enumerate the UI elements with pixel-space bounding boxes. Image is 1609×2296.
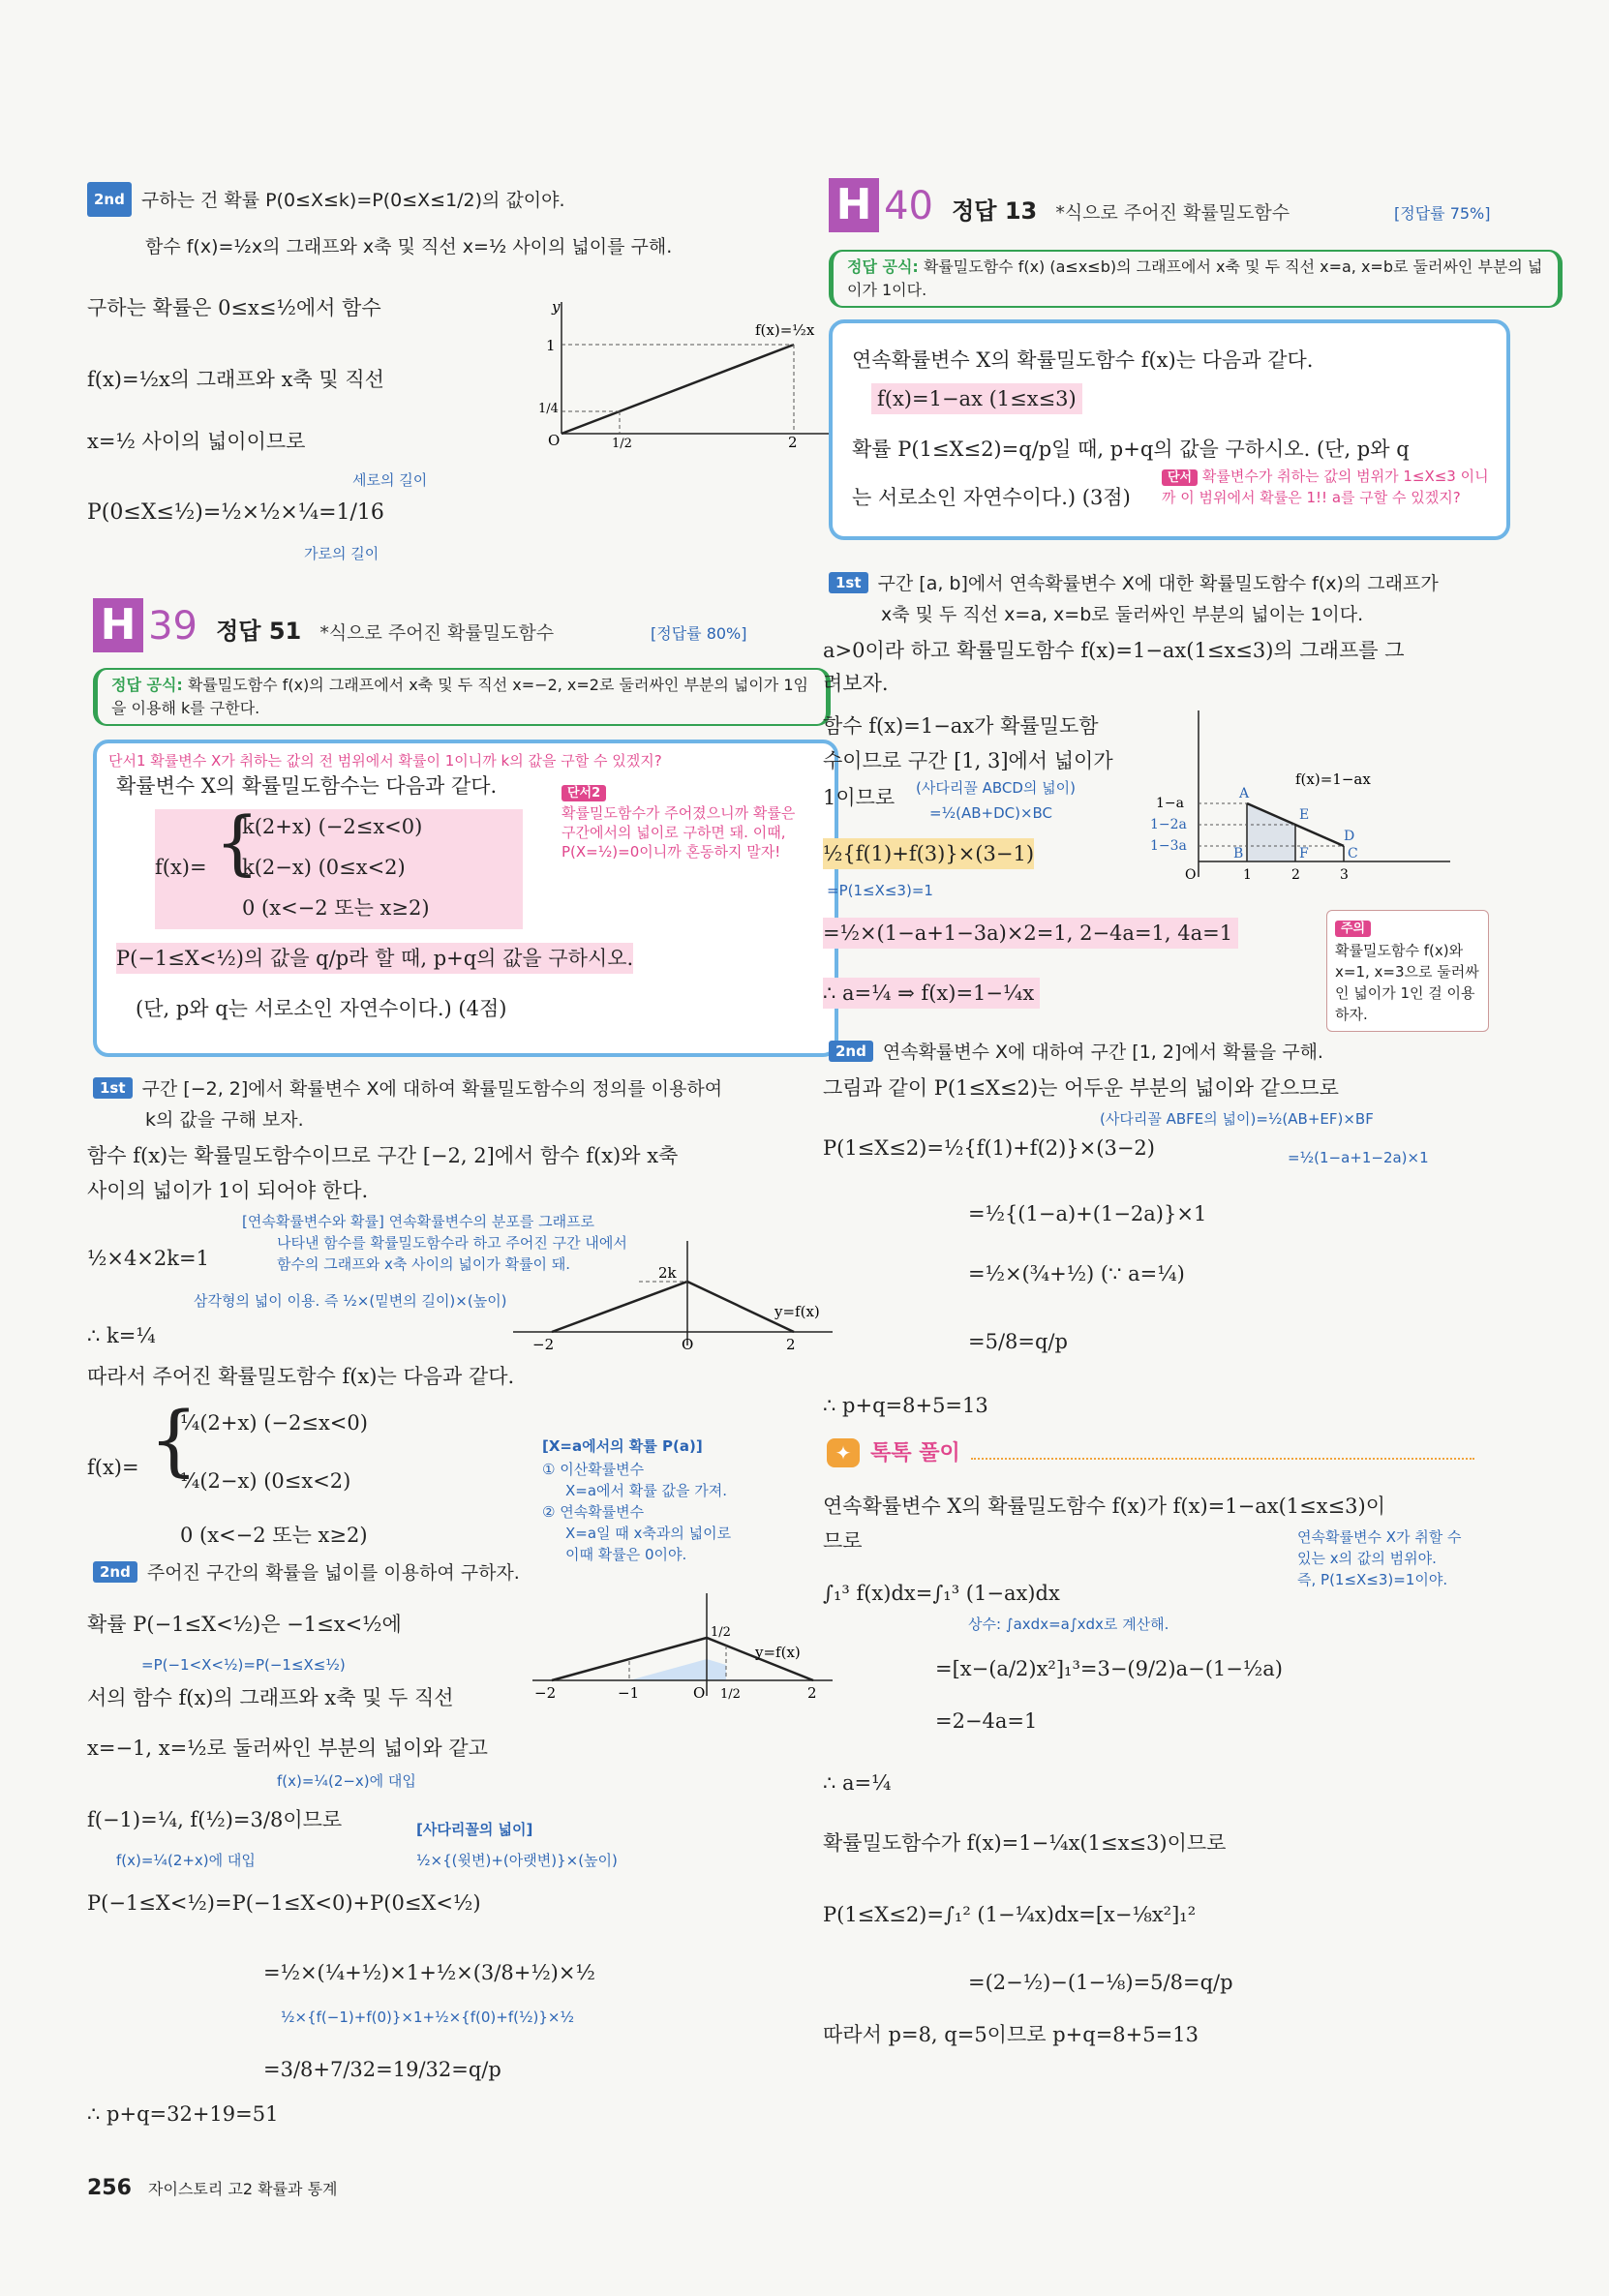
tick-label: 1−2a bbox=[1150, 817, 1187, 832]
correct-rate: [정답률 75%] bbox=[1394, 204, 1491, 223]
step-text: 구간 [a, b]에서 연속확률변수 X에 대한 확률밀도함수 f(x)의 그래프가 bbox=[877, 573, 1439, 594]
formula-box bbox=[93, 668, 831, 726]
equation: ∴ k=¼ bbox=[87, 1324, 156, 1347]
step-badge: 1st bbox=[93, 1077, 133, 1099]
equation: =½×(1−a+1−3a)×2=1, 2−4a=1, 4a=1 bbox=[823, 918, 1238, 949]
side-note: 이때 확률은 0이야. bbox=[565, 1546, 687, 1563]
formula-label: 정답 공식: bbox=[847, 257, 919, 276]
curve-label: f(x)=1−ax bbox=[1295, 770, 1371, 788]
tick-label: 1/2 bbox=[720, 1687, 741, 1702]
formula-text: 확률밀도함수 f(x) (a≤x≤b)의 그래프에서 x축 및 두 직선 x=a, x=b로 둘러싸인 부분의 넓이가 1이다. bbox=[847, 257, 1543, 299]
tip-text: 확률밀도함수가 주어졌으니까 확률은 구간에서의 넓이로 구하면 돼. 이때, P(X=½)=0이니까 혼동하지 말자! bbox=[562, 804, 796, 861]
step-badge: 2nd bbox=[93, 1561, 137, 1583]
side-note-title: [X=a에서의 확률 P(a)] bbox=[542, 1437, 703, 1455]
annotation: =P(1≤X≤3)=1 bbox=[827, 882, 933, 899]
annotation: =P(−1<X<½)=P(−1≤X≤½) bbox=[141, 1656, 346, 1674]
step-1st bbox=[93, 1074, 722, 1101]
tip-tag: 단서 bbox=[1162, 469, 1198, 486]
point-label: C bbox=[1348, 846, 1358, 861]
equation: ½{f(1)+f(3)}×(3−1) bbox=[823, 838, 1034, 869]
step-text: 구하는 건 확률 P(0≤X≤k)=P(0≤X≤1/2)의 값이야. bbox=[140, 190, 565, 211]
page-number: 256 bbox=[87, 2176, 132, 2200]
tip-text: 확률변수가 취하는 값의 범위가 1≤X≤3 이니까 이 범위에서 확률은 1!! a를 구할 수 있겠지? bbox=[1162, 468, 1489, 506]
question-line: 는 서로소인 자연수이다.) (3점) bbox=[852, 486, 1131, 509]
brace: { bbox=[149, 1395, 198, 1485]
origin-label: O bbox=[682, 1336, 694, 1353]
equation: ∫₁³ f(x)dx=∫₁³ (1−ax)dx bbox=[823, 1582, 1060, 1605]
equation: P(1≤X≤2)=∫₁² (1−¼x)dx=[x−⅛x²]₁² bbox=[823, 1903, 1197, 1926]
equation: P(1≤X≤2)=½{f(1)+f(2)}×(3−2) bbox=[823, 1136, 1155, 1160]
equation: =½×(¼+½)×1+½×(3/8+½)×½ bbox=[263, 1961, 595, 1984]
tick-label: −2 bbox=[534, 1684, 557, 1702]
annotation: ½×{f(−1)+f(0)}×1+½×{f(0)+f(½)}×½ bbox=[281, 2009, 574, 2026]
topic: *식으로 주어진 확률밀도함수 bbox=[1055, 202, 1290, 224]
answer: 정답 51 bbox=[216, 618, 302, 645]
step-badge: 2nd bbox=[829, 1041, 873, 1062]
final-answer: 따라서 p=8, q=5이므로 p+q=8+5=13 bbox=[823, 2023, 1199, 2046]
problem-header-39 bbox=[93, 598, 554, 652]
equation: ½×4×2k=1 bbox=[87, 1247, 209, 1270]
side-note: ① 이산확률변수 bbox=[542, 1461, 645, 1478]
annotation: 가로의 길이 bbox=[304, 545, 379, 562]
tick-label: −1 bbox=[618, 1684, 640, 1702]
solution-line: 따라서 주어진 확률밀도함수 f(x)는 다음과 같다. bbox=[87, 1365, 515, 1388]
step-text-2: 함수 f(x)=½x의 그래프와 x축 및 직선 x=½ 사이의 넓이를 구해. bbox=[145, 236, 673, 257]
tick-label: 1 bbox=[1243, 867, 1252, 883]
answer: 정답 13 bbox=[952, 197, 1038, 225]
annotation: f(x)=¼(2+x)에 대입 bbox=[116, 1852, 256, 1869]
annotation: 삼각형의 넓이 이용. 즉 ½×(밑변의 길이)×(높이) bbox=[194, 1292, 507, 1310]
equation: =½×(¾+½) (∵ a=¼) bbox=[968, 1262, 1185, 1285]
annotation: 상수: ∫axdx=a∫xdx로 계산해. bbox=[968, 1616, 1169, 1633]
annotation: ½×{(윗변)+(아랫변)}×(높이) bbox=[416, 1852, 618, 1869]
tip-tag: 단서2 bbox=[562, 785, 606, 801]
tick-label: 1/2 bbox=[612, 437, 632, 451]
fx-label: f(x)= bbox=[87, 1456, 139, 1479]
step-1st bbox=[829, 569, 1439, 595]
question-line: (단, p와 q는 서로소인 자연수이다.) (4점) bbox=[136, 997, 507, 1020]
tick-label: 1/2 bbox=[711, 1625, 731, 1640]
case-1: k(2+x) (−2≤x<0) bbox=[242, 815, 423, 838]
equation: =½{(1−a)+(1−2a)}×1 bbox=[968, 1202, 1207, 1225]
solution-line: 사이의 넓이가 1이 되어야 한다. bbox=[87, 1179, 369, 1202]
formula-label: 정답 공식: bbox=[111, 676, 183, 694]
solution-line: 려보자. bbox=[823, 672, 889, 695]
alert-tag: 주의 bbox=[1335, 921, 1371, 937]
final-answer: ∴ p+q=32+19=51 bbox=[87, 2102, 279, 2126]
tick-label: 3 bbox=[1340, 867, 1349, 883]
tick-label: 1−3a bbox=[1150, 838, 1187, 854]
h-badge: H bbox=[93, 598, 143, 652]
fx-label: f(x)= bbox=[155, 856, 207, 879]
question-line: 연속확률변수 X의 확률밀도함수 f(x)는 다음과 같다. bbox=[852, 348, 1314, 372]
problem-header-40 bbox=[829, 178, 1290, 232]
problem-number: 39 bbox=[148, 604, 197, 649]
annotation: 연속확률변수 X가 취할 수 bbox=[1297, 1528, 1462, 1546]
side-note: X=a에서 확률 값을 가져. bbox=[565, 1482, 728, 1499]
final-answer: ∴ p+q=8+5=13 bbox=[823, 1394, 988, 1417]
annotation: 즉, P(1≤X≤3)=1이야. bbox=[1297, 1571, 1448, 1588]
y-axis-label: y bbox=[552, 298, 561, 316]
point-label: E bbox=[1299, 807, 1310, 823]
tick-label: 1 bbox=[546, 337, 556, 354]
tok-header bbox=[827, 1436, 1474, 1467]
brace: { bbox=[215, 801, 259, 883]
question-line: P(−1≤X<½)의 값을 q/p라 할 때, p+q의 값을 구하시오. bbox=[116, 943, 633, 974]
annotation: 나타낸 함수를 확률밀도함수라 하고 주어진 구간 내에서 bbox=[277, 1234, 627, 1252]
tick-label: −2 bbox=[532, 1336, 555, 1353]
annotation: [연속확률변수와 확률] 연속확률변수의 분포를 그래프로 bbox=[242, 1213, 595, 1230]
step-badge: 1st bbox=[829, 572, 868, 593]
solution-line: 서의 함수 f(x)의 그래프와 x축 및 두 직선 bbox=[87, 1686, 454, 1709]
annotation: (사다리꼴 ABCD의 넓이) bbox=[916, 779, 1076, 797]
step-text: 연속확률변수 X에 대하여 구간 [1, 2]에서 확률을 구해. bbox=[882, 1042, 1323, 1063]
step-badge: 2nd bbox=[87, 182, 132, 217]
correct-rate: [정답률 80%] bbox=[651, 624, 747, 643]
point-label: D bbox=[1344, 829, 1355, 844]
solution-line: 그림과 같이 P(1≤X≤2)는 어두운 부분의 넓이와 같으므로 bbox=[823, 1076, 1339, 1100]
question-line: f(x)=1−ax (1≤x≤3) bbox=[871, 383, 1082, 414]
step-2nd bbox=[93, 1558, 520, 1585]
tip bbox=[1162, 467, 1491, 507]
equation: P(−1≤X<½)=P(−1≤X<0)+P(0≤X<½) bbox=[87, 1891, 481, 1915]
problem-number: 40 bbox=[884, 184, 933, 228]
tick-label: 2 bbox=[1291, 867, 1300, 883]
point-label: F bbox=[1299, 846, 1309, 861]
point-label: A bbox=[1239, 786, 1250, 801]
tok-title: 톡톡 풀이 bbox=[870, 1441, 960, 1465]
question-line: 확률 P(1≤X≤2)=q/p일 때, p+q의 값을 구하시오. (단, p와 q bbox=[852, 438, 1410, 461]
solution-line: x=−1, x=½로 둘러싸인 부분의 넓이와 같고 bbox=[87, 1737, 488, 1760]
divider bbox=[971, 1458, 1474, 1460]
question-line: 확률변수 X의 확률밀도함수는 다음과 같다. bbox=[116, 774, 498, 798]
case-1: ¼(2+x) (−2≤x<0) bbox=[180, 1411, 368, 1435]
case-3: 0 (x<−2 또는 x≥2) bbox=[242, 896, 430, 920]
step-2nd-top bbox=[87, 182, 565, 217]
topic: *식으로 주어진 확률밀도함수 bbox=[319, 622, 555, 644]
curve-label: y=f(x) bbox=[755, 1644, 801, 1661]
step-text: 주어진 구간의 확률을 넓이를 이용하여 구하자. bbox=[146, 1562, 520, 1584]
equation: ∴ a=¼ ⇒ f(x)=1−¼x bbox=[823, 978, 1040, 1009]
annotation: (사다리꼴 ABFE의 넓이)=½(AB+EF)×BF bbox=[1100, 1110, 1374, 1128]
solution-line: 구하는 확률은 0≤x≤½에서 함수 bbox=[87, 296, 381, 319]
annotation: f(x)=¼(2−x)에 대입 bbox=[277, 1772, 416, 1790]
tick-label: 1−a bbox=[1156, 796, 1184, 811]
step-2nd bbox=[829, 1038, 1323, 1064]
case-2: k(2−x) (0≤x<2) bbox=[242, 856, 406, 879]
annotation: [사다리꼴의 넓이] bbox=[416, 1821, 533, 1838]
equation: =2−4a=1 bbox=[935, 1709, 1038, 1733]
equation: =[x−(a/2)x²]₁³=3−(9/2)a−(1−½a) bbox=[935, 1657, 1283, 1680]
side-note: X=a일 때 x축과의 넓이로 bbox=[565, 1525, 732, 1542]
solution-line: 1이므로 bbox=[823, 786, 896, 809]
graph-trapezoid bbox=[1150, 707, 1460, 900]
tick-label: 1/4 bbox=[538, 402, 559, 416]
tick-label: 2k bbox=[658, 1264, 677, 1282]
annotation: 세로의 길이 bbox=[352, 471, 428, 489]
origin-label: O bbox=[1185, 867, 1197, 883]
graph-triangle-2 bbox=[513, 1587, 842, 1704]
equation: =3/8+7/32=19/32=q/p bbox=[263, 2058, 501, 2081]
step-text-2: x축 및 두 직선 x=a, x=b로 둘러싸인 부분의 넓이는 1이다. bbox=[881, 604, 1364, 625]
annotation: =½(1−a+1−2a)×1 bbox=[1288, 1149, 1429, 1166]
solution-line: 함수 f(x)는 확률밀도함수이므로 구간 [−2, 2]에서 함수 f(x)와 x축 bbox=[87, 1144, 679, 1167]
solution-line: x=½ 사이의 넓이이므로 bbox=[87, 430, 306, 453]
solution-line: 함수 f(x)=1−ax가 확률밀도함 bbox=[823, 714, 1099, 738]
formula-box bbox=[829, 250, 1563, 308]
tip-2 bbox=[562, 782, 813, 861]
origin-label: O bbox=[693, 1684, 706, 1702]
annotation: =½(AB+DC)×BC bbox=[929, 804, 1053, 822]
annotation: 있는 x의 값의 범위야. bbox=[1297, 1550, 1437, 1567]
solution-line: 확률 P(−1≤X<½)은 −1≤x<½에 bbox=[87, 1613, 402, 1636]
graph-half-x bbox=[532, 298, 852, 451]
solution-line: f(x)=½x의 그래프와 x축 및 직선 bbox=[87, 368, 384, 391]
question-box-39 bbox=[93, 740, 838, 1057]
tick-label: 2 bbox=[788, 434, 798, 451]
solution-line: 연속확률변수 X의 확률밀도함수 f(x)가 f(x)=1−ax(1≤x≤3)이 bbox=[823, 1495, 1386, 1518]
h-badge: H bbox=[829, 178, 879, 232]
solution-line: 확률밀도함수가 f(x)=1−¼x(1≤x≤3)이므로 bbox=[823, 1831, 1227, 1855]
result-equation: P(0≤X≤½)=½×½×¼=1/16 bbox=[87, 500, 384, 525]
question-box-40 bbox=[829, 319, 1510, 540]
solution-line: 므로 bbox=[823, 1529, 863, 1553]
case-2: ¼(2−x) (0≤x<2) bbox=[180, 1469, 351, 1493]
alert-box bbox=[1326, 910, 1489, 1032]
tick-label: 2 bbox=[786, 1336, 796, 1353]
annotation: 함수의 그래프와 x축 사이의 넓이가 확률이 돼. bbox=[277, 1255, 571, 1273]
solution-line: a>0이라 하고 확률밀도함수 f(x)=1−ax(1≤x≤3)의 그래프를 그 bbox=[823, 639, 1405, 662]
solution-line: f(−1)=¼, f(½)=3/8이므로 bbox=[87, 1808, 343, 1831]
equation: =(2−½)−(1−⅛)=5/8=q/p bbox=[968, 1971, 1233, 1994]
graph-triangle bbox=[494, 1239, 842, 1355]
page-footer bbox=[87, 2176, 338, 2200]
case-3: 0 (x<−2 또는 x≥2) bbox=[180, 1524, 368, 1547]
formula-text: 확률밀도함수 f(x)의 그래프에서 x축 및 두 직선 x=−2, x=2로 둘러싸인 부분의 넓이가 1임을 이용해 k를 구한다. bbox=[111, 676, 808, 717]
equation: =5/8=q/p bbox=[968, 1330, 1068, 1353]
alert-text: 확률밀도함수 f(x)와 x=1, x=3으로 둘러싸인 넓이가 1인 걸 이용하자. bbox=[1335, 942, 1479, 1023]
point-label: B bbox=[1233, 846, 1244, 861]
star-icon: ✦ bbox=[827, 1438, 860, 1467]
curve-label: f(x)=½x bbox=[755, 321, 815, 339]
curve-label: y=f(x) bbox=[774, 1303, 820, 1320]
side-note: ② 연속확률변수 bbox=[542, 1503, 645, 1521]
tip-1: 단서1 확률변수 X가 취하는 값의 전 범위에서 확률이 1이니까 k의 값을 구할 수 있겠지? bbox=[108, 752, 662, 770]
step-text-2: k의 값을 구해 보자. bbox=[145, 1109, 304, 1131]
equation: ∴ a=¼ bbox=[823, 1771, 892, 1795]
solution-line: 수이므로 구간 [1, 3]에서 넓이가 bbox=[823, 749, 1113, 772]
origin-label: O bbox=[548, 432, 561, 449]
tick-label: 2 bbox=[807, 1684, 817, 1702]
step-text: 구간 [−2, 2]에서 확률변수 X에 대하여 확률밀도함수의 정의를 이용하여 bbox=[141, 1078, 723, 1100]
book-title: 자이스토리 고2 확률과 통계 bbox=[148, 2180, 338, 2198]
